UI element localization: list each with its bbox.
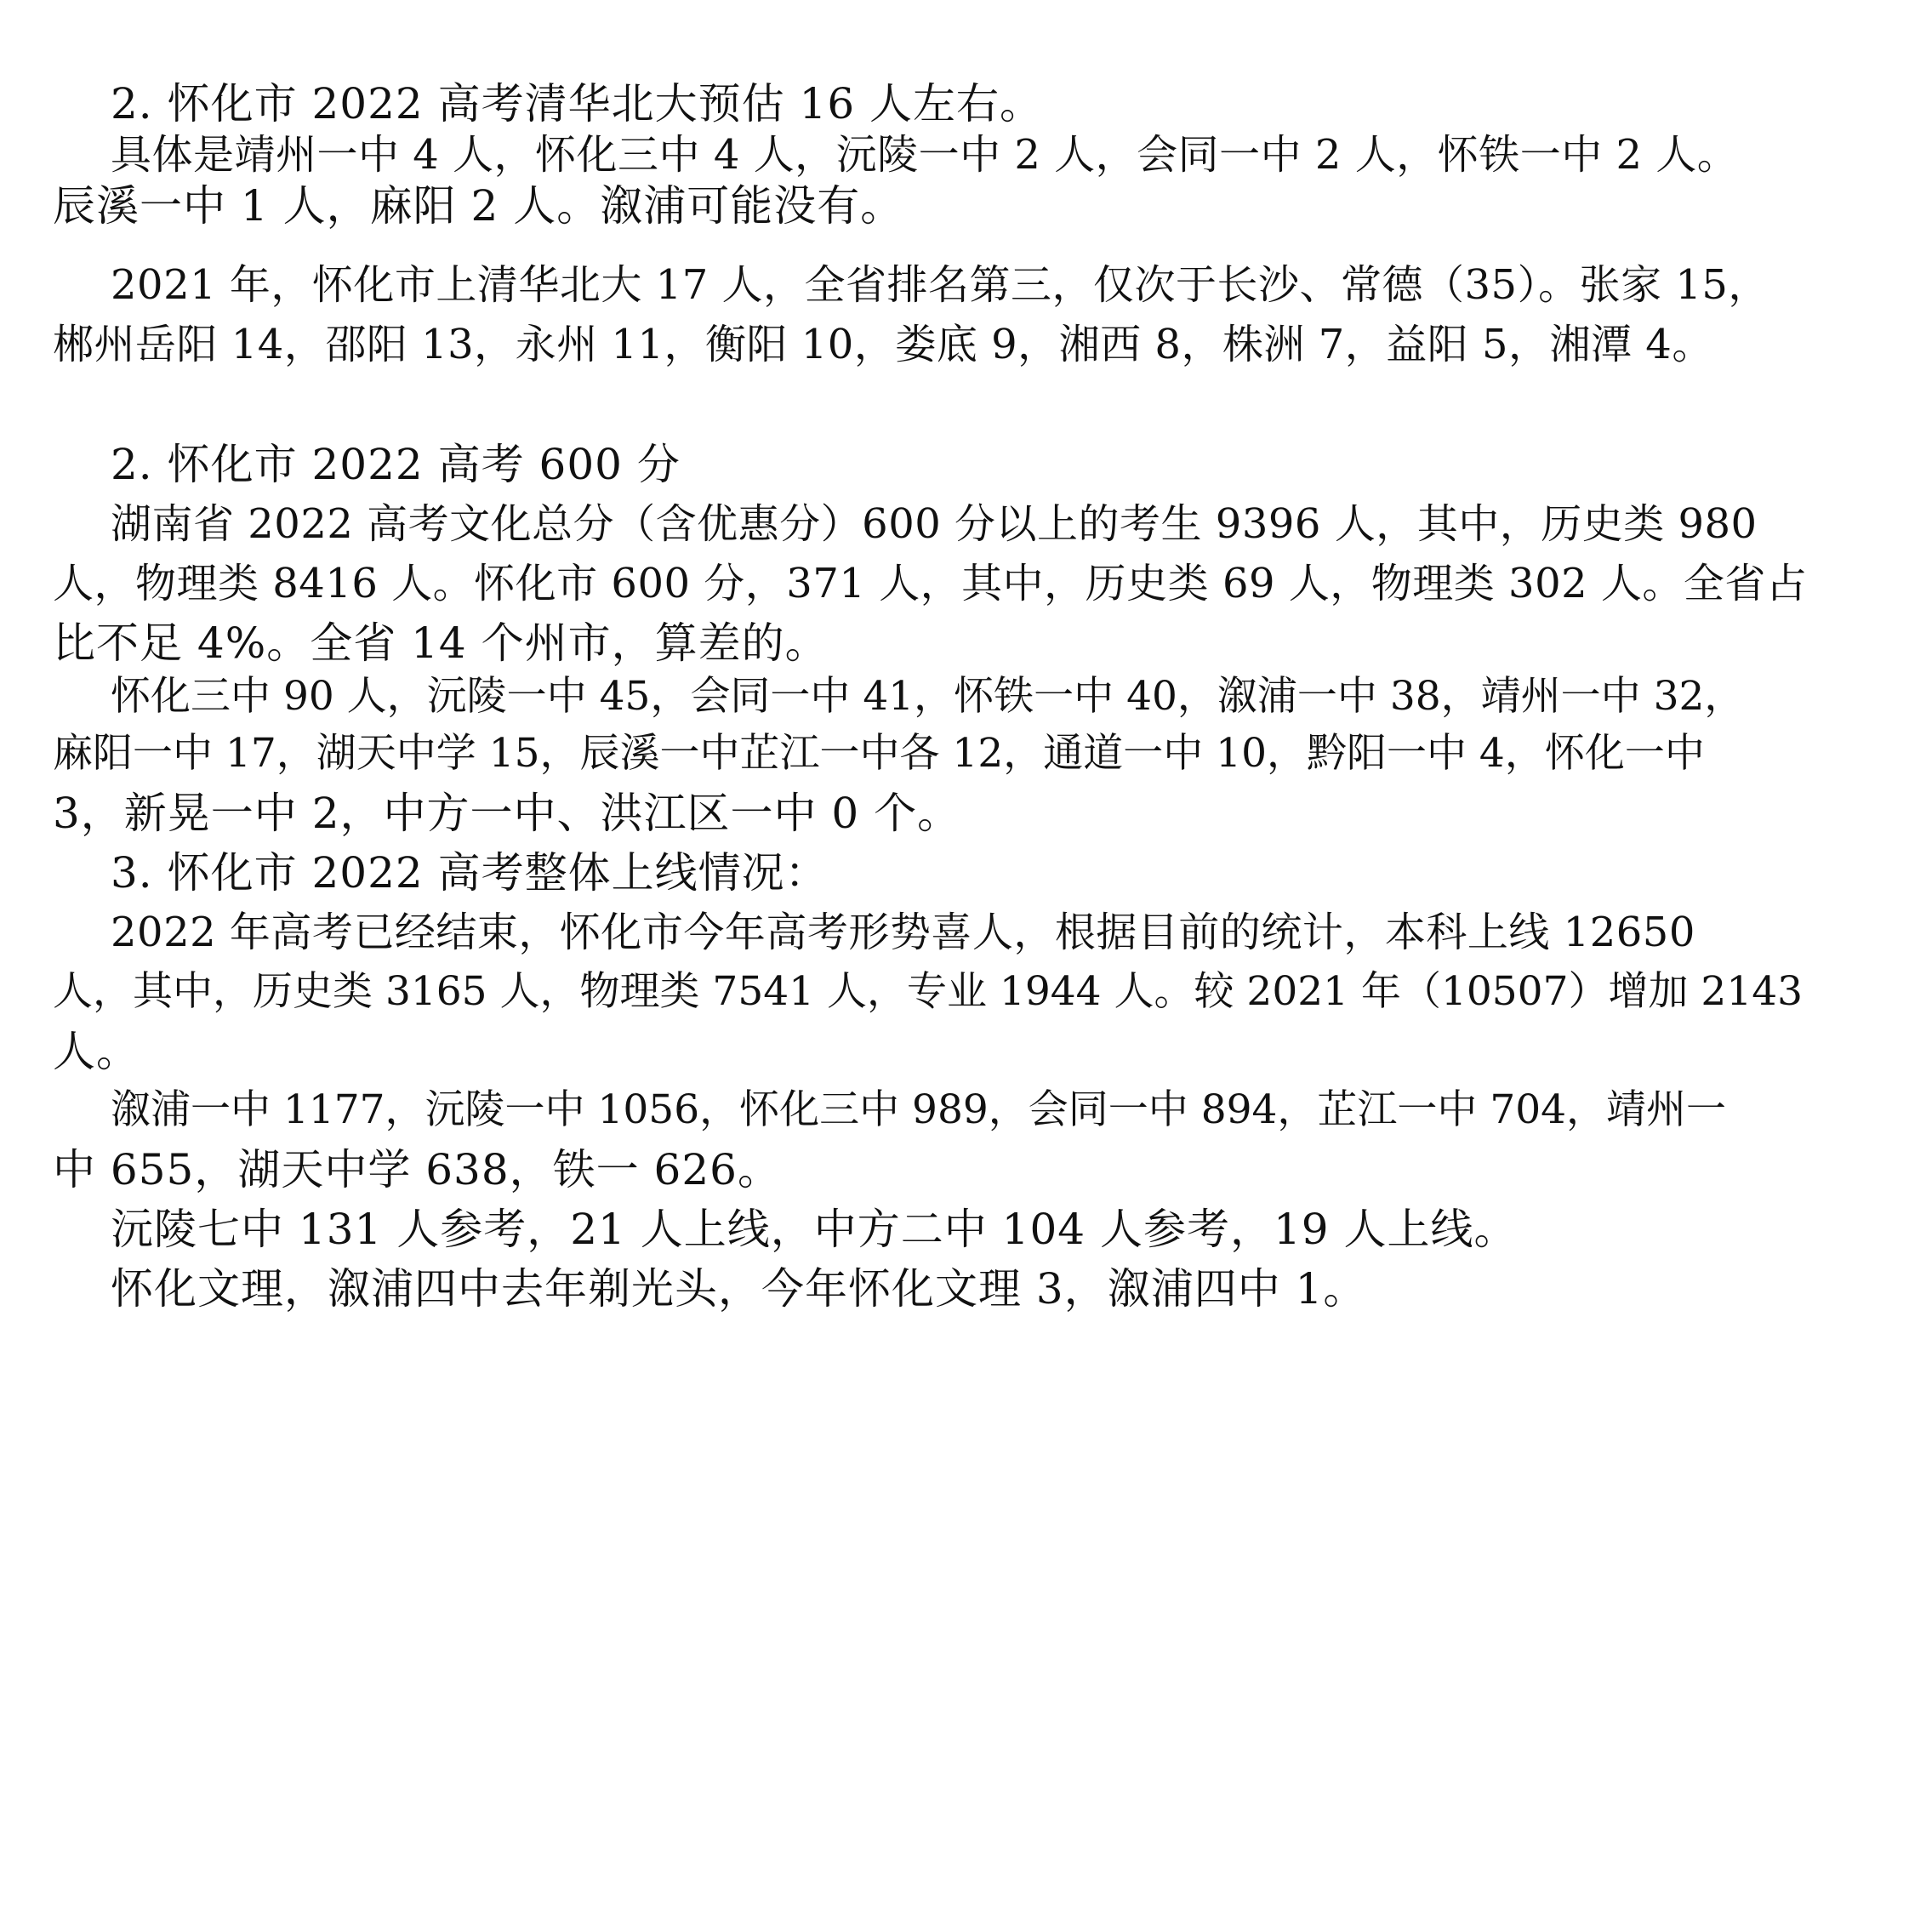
paragraph-line: 2022 年高考已经结束，怀化市今年高考形势喜人，根据目前的统计，本科上线 12650 xyxy=(111,909,1695,956)
paragraph-line: 湖南省 2022 高考文化总分（含优惠分）600 分以上的考生 9396 人，其中，历史类 980 xyxy=(111,500,1758,548)
paragraph-line: 2021 年，怀化市上清华北大 17 人，全省排名第三，仅次于长沙、常德（35）。张家 15， xyxy=(111,261,1769,309)
paragraph-line: 中 655，湖天中学 638，铁一 626。 xyxy=(53,1145,781,1194)
heading-tsinghua-peking-estimate: 2. 怀化市 2022 高考清华北大预估 16 人左右。 xyxy=(111,79,1044,128)
heading-600-score: 2. 怀化市 2022 高考 600 分 xyxy=(111,440,681,489)
paragraph-line: 具体是靖州一中 4 人，怀化三中 4 人，沅陵一中 2 人，会同一中 2 人，怀铁一中 2 人。 xyxy=(111,131,1739,179)
paragraph-line: 郴州岳阳 14，邵阳 13，永州 11，衡阳 10，娄底 9，湘西 8，株洲 7，益阳 5，湘潭 4。 xyxy=(53,321,1713,368)
paragraph-line: 人，其中，历史类 3165 人，物理类 7541 人，专业 1944 人。较 2021 年（10507）增加 2143 xyxy=(53,968,1804,1015)
paragraph-line: 怀化文理，溆浦四中去年剃光头，今年怀化文理 3，溆浦四中 1。 xyxy=(111,1264,1367,1314)
paragraph-line: 比不足 4%。全省 14 个州市，算差的。 xyxy=(53,618,829,668)
paragraph-line: 人，物理类 8416 人。怀化市 600 分，371 人，其中，历史类 69 人，物理类 302 人。全省占 xyxy=(53,560,1808,607)
paragraph-line: 怀化三中 90 人，沅陵一中 45，会同一中 41，怀铁一中 40，溆浦一中 38，靖州一中 32， xyxy=(111,673,1745,720)
paragraph-line: 辰溪一中 1 人，麻阳 2 人。溆浦可能没有。 xyxy=(53,181,904,231)
paragraph-line: 麻阳一中 17，湖天中学 15，辰溪一中芷江一中各 12，通道一中 10，黔阳一中 4，怀化一中 xyxy=(53,730,1705,777)
paragraph-line: 3，新晃一中 2，中方一中、洪江区一中 0 个。 xyxy=(53,789,961,838)
paragraph-line: 人。 xyxy=(53,1027,140,1076)
paragraph-line: 沅陵七中 131 人参考，21 人上线，中方二中 104 人参考，19 人上线。 xyxy=(111,1205,1518,1254)
heading-overall-admission: 3. 怀化市 2022 高考整体上线情况： xyxy=(111,848,829,898)
paragraph-line: 溆浦一中 1177，沅陵一中 1056，怀化三中 989，会同一中 894，芷江一中 704，靖州一 xyxy=(111,1086,1727,1133)
